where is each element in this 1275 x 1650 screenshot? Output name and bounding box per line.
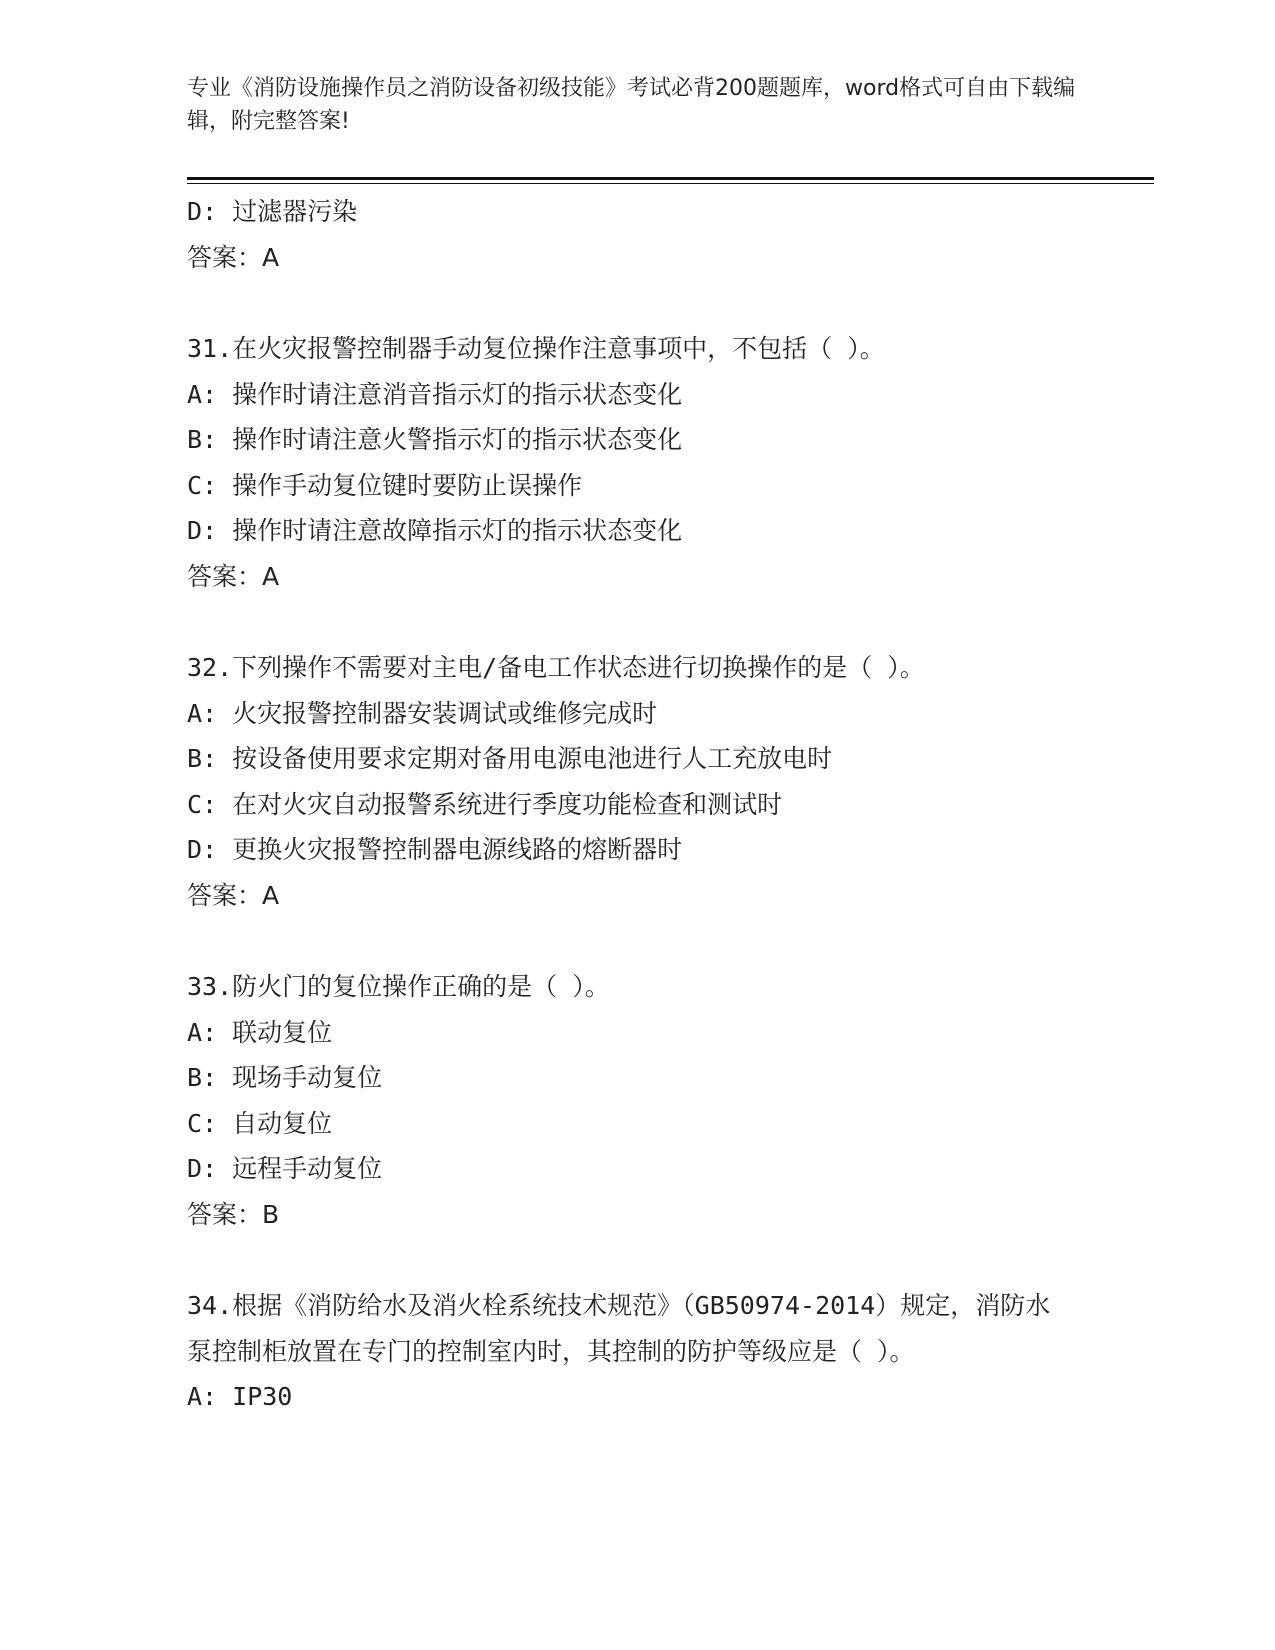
option-a: A: 操作时请注意消音指示灯的指示状态变化 — [187, 379, 683, 409]
option-d: D: 更换火灾报警控制器电源线路的熔断器时 — [187, 835, 683, 864]
option-c: C: 在对火灾自动报警系统进行季度功能检查和测试时 — [187, 789, 783, 819]
question-33 — [187, 964, 1087, 1237]
page-header: 专业《消防设施操作员之消防设备初级技能》考试必背200题题库，word格式可自由下载编辑，附完整答案! — [187, 76, 1076, 134]
question-31 — [187, 326, 1087, 599]
option-c: C: 自动复位 — [187, 1108, 333, 1138]
question-text: 32.下列操作不需要对主电/备电工作状态进行切换操作的是（ ）。 — [187, 653, 925, 682]
option-a: A: 联动复位 — [187, 1017, 333, 1047]
question-text: 31.在火灾报警控制器手动复位操作注意事项中，不包括（ ）。 — [187, 334, 885, 363]
option-b: B: 操作时请注意火警指示灯的指示状态变化 — [187, 425, 683, 454]
question-34 — [187, 1283, 1087, 1420]
answer: 答案：A — [187, 242, 280, 272]
option-d: D: 操作时请注意故障指示灯的指示状态变化 — [187, 516, 683, 545]
question-32 — [187, 645, 1087, 918]
header-divider-thin — [187, 183, 1154, 184]
option-d: D: 远程手动复位 — [187, 1154, 383, 1183]
option-b: B: 现场手动复位 — [187, 1063, 383, 1092]
question-list — [187, 189, 1087, 1420]
question-text: 33.防火门的复位操作正确的是（ ）。 — [187, 972, 610, 1001]
answer: 答案：A — [187, 561, 280, 591]
option-a: A: 火灾报警控制器安装调试或维修完成时 — [187, 698, 658, 728]
answer: 答案：A — [187, 880, 280, 910]
answer: 答案：B — [187, 1199, 280, 1229]
header-divider-thick — [187, 177, 1154, 180]
option-c: C: 操作手动复位键时要防止误操作 — [187, 470, 583, 500]
question-text: 34.根据《消防给水及消火栓系统技术规范》（GB50974-2014）规定，消防水泵控制柜放置在专门的控制室内时，其控制的防护等级应是（ ）。 — [187, 1291, 1051, 1366]
option-d: D: 过滤器污染 — [187, 197, 358, 226]
option-a: A: IP30 — [187, 1382, 293, 1411]
option-b: B: 按设备使用要求定期对备用电源电池进行人工充放电时 — [187, 744, 833, 773]
